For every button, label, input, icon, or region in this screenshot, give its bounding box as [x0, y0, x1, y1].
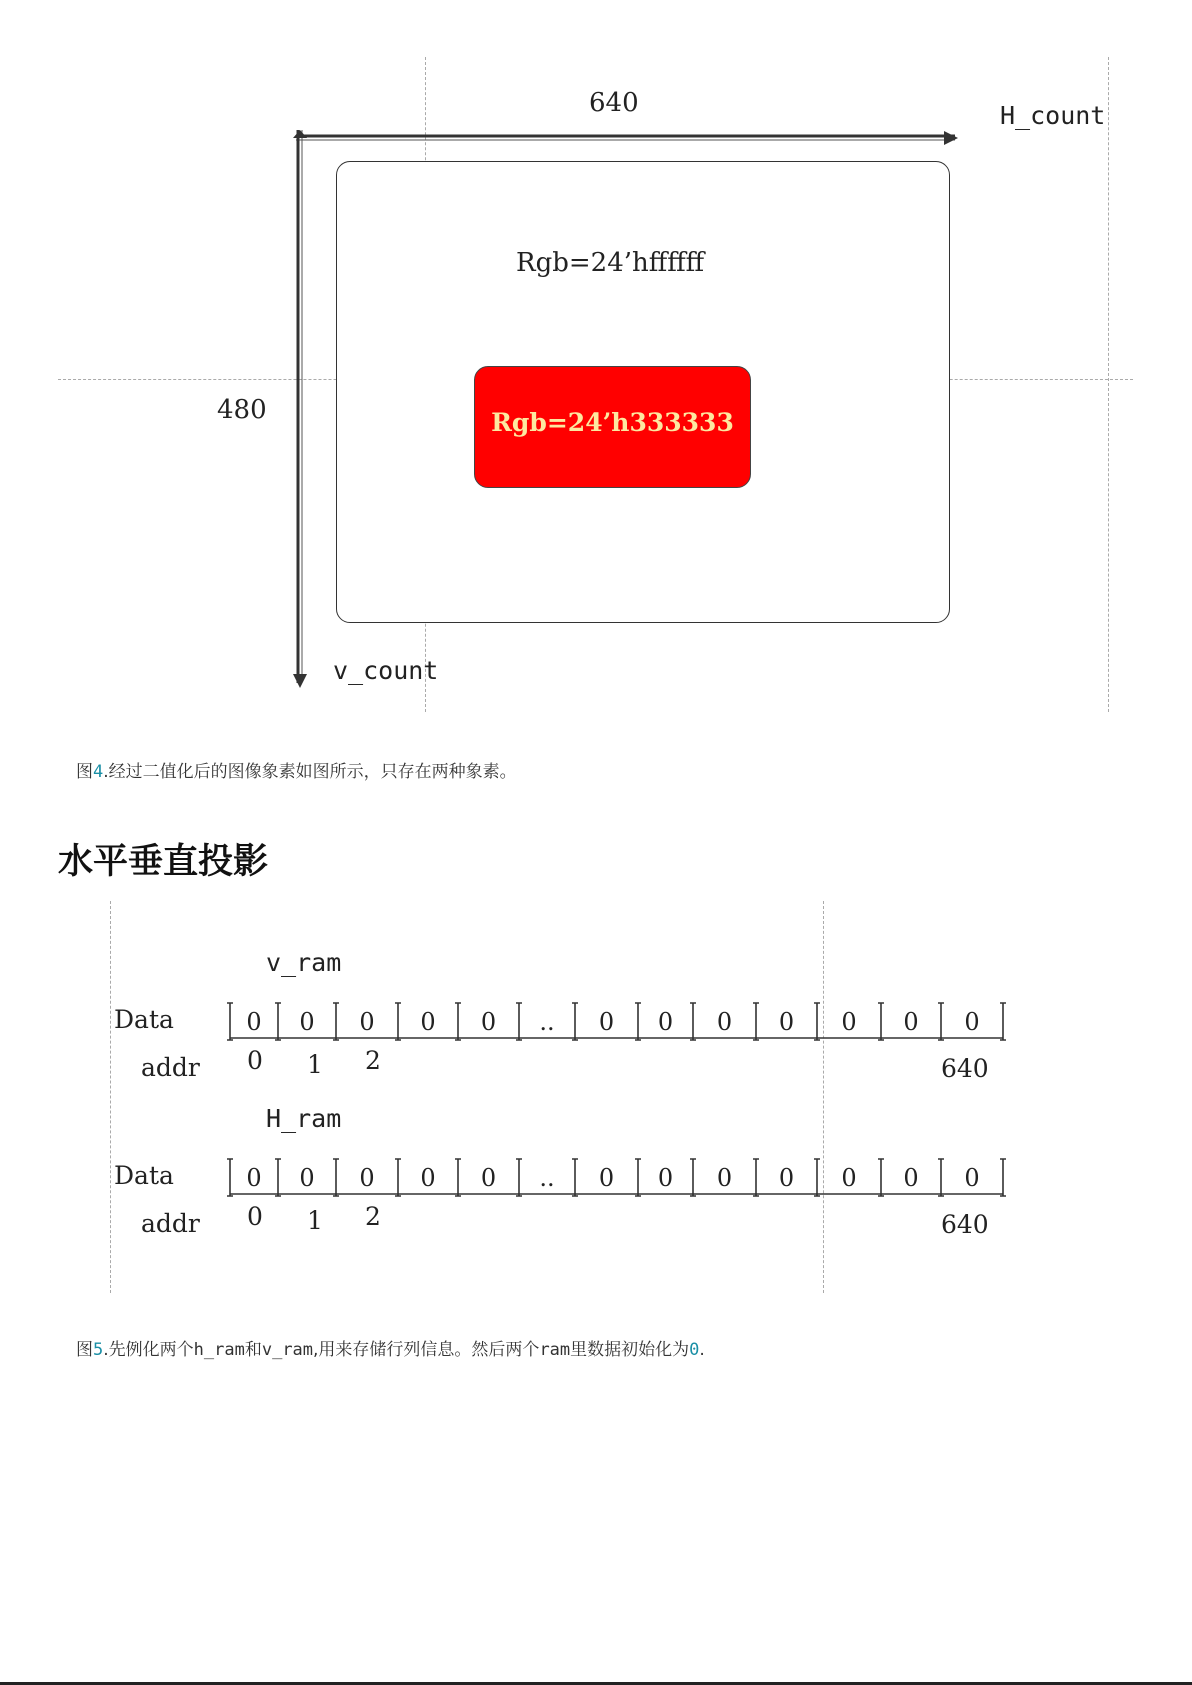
ram-block — [0, 895, 1192, 1083]
end-addr-value: 640 — [941, 1054, 989, 1083]
ram-cell-value: 0 — [246, 1164, 262, 1192]
ram-cells — [230, 1003, 1003, 1039]
data-label: Data — [114, 1005, 174, 1034]
addr-value: 2 — [365, 1202, 381, 1231]
caption-text: 和 — [244, 1340, 262, 1360]
addr-value: 2 — [365, 1046, 381, 1075]
addr-value: 1 — [307, 1206, 323, 1235]
cell-separator — [878, 1003, 884, 1040]
ram-cell-value: 0 — [480, 1008, 497, 1036]
ram-cell-value: 0 — [480, 1164, 497, 1192]
figure-5 — [0, 895, 1192, 1295]
ram-cell-value: 0 — [841, 1164, 857, 1192]
cell-separator — [690, 1159, 696, 1196]
caption-prefix: 图 — [76, 1340, 93, 1360]
addr-label: addr — [141, 1209, 200, 1238]
ram-cell-value: 0 — [420, 1164, 436, 1192]
h-axis-arrow-head — [944, 131, 958, 145]
caption-number: 5 — [93, 1340, 104, 1360]
cell-separator — [753, 1159, 759, 1196]
ram-cell-value: .. — [539, 1164, 555, 1192]
caption-number-zero: 0 — [689, 1340, 700, 1360]
cell-separator — [572, 1003, 578, 1040]
ram-cell-value: 0 — [841, 1008, 857, 1036]
cell-separator — [938, 1159, 944, 1196]
section-heading: 水平垂直投影 — [58, 842, 269, 882]
ram-cell-value: 0 — [598, 1008, 615, 1036]
cell-separator — [455, 1003, 461, 1040]
ram-cell-value: 0 — [716, 1008, 733, 1036]
data-label: Data — [114, 1161, 174, 1190]
caption-text: .经过二值化后的图像象素如图所示，只存在两种象素。 — [103, 762, 517, 782]
ram-block — [0, 1050, 1192, 1239]
cell-separator — [690, 1003, 696, 1040]
ram-cell-value: 0 — [964, 1008, 980, 1036]
background-rgb-label: Rgb=24’hffffff — [516, 248, 705, 278]
caption-code-ram: ram — [539, 1340, 571, 1360]
addr-value: 0 — [247, 1046, 263, 1075]
figure-4-caption — [76, 757, 517, 782]
end-addr-value: 640 — [941, 1210, 989, 1239]
v-count-label: v_count — [333, 656, 439, 685]
ram-cell-value: 0 — [903, 1008, 919, 1036]
v-axis-arrow-head — [293, 674, 307, 688]
ram-cell-value: 0 — [903, 1164, 919, 1192]
addr-label: addr — [141, 1053, 200, 1082]
caption-code-h-ram: h_ram — [193, 1340, 245, 1360]
cell-separator — [395, 1003, 401, 1040]
cell-separator — [753, 1003, 759, 1040]
ram-cells — [230, 1159, 1003, 1195]
ram-cell-value: .. — [539, 1008, 555, 1036]
caption-text: . — [699, 1340, 705, 1360]
ram-name: v_ram — [266, 948, 342, 977]
caption-code-v-ram: v_ram — [261, 1340, 314, 1360]
ram-cell-value: 0 — [657, 1008, 674, 1036]
figure-5-caption — [76, 1335, 705, 1360]
ram-cell-value: 0 — [359, 1164, 375, 1192]
caption-prefix: 图 — [76, 762, 93, 782]
ram-cell-value: 0 — [420, 1008, 436, 1036]
cell-separator — [572, 1159, 578, 1196]
cell-separator — [227, 1159, 233, 1196]
ram-cell-value: 0 — [246, 1008, 262, 1036]
caption-text: ,用来存储行列信息。然后两个 — [313, 1340, 540, 1360]
ram-cell-value: 0 — [299, 1164, 315, 1192]
ram-cell-value: 0 — [716, 1164, 733, 1192]
addr-value: 0 — [247, 1202, 263, 1231]
cell-separator — [878, 1159, 884, 1196]
h-count-label: H_count — [1000, 101, 1106, 130]
cell-separator — [227, 1003, 233, 1040]
ram-cells-drawing — [230, 1003, 1010, 1043]
cell-separator — [814, 1003, 820, 1040]
figure-4 — [0, 0, 1192, 720]
ram-cell-value: 0 — [299, 1008, 315, 1036]
cell-separator — [333, 1159, 339, 1196]
ram-cells-drawing — [230, 1159, 1010, 1199]
cell-separator — [333, 1003, 339, 1040]
cell-separator — [395, 1159, 401, 1196]
object-rgb-label: Rgb=24’h333333 — [491, 408, 734, 437]
cell-separator — [1000, 1159, 1006, 1196]
cell-separator — [516, 1159, 522, 1196]
cell-separator — [1000, 1003, 1006, 1040]
caption-text: 里数据初始化为 — [570, 1340, 690, 1360]
cell-separator — [275, 1159, 281, 1196]
cell-separator — [275, 1003, 281, 1040]
cell-separator — [635, 1003, 641, 1040]
cell-separator — [516, 1003, 522, 1040]
width-label: 640 — [589, 88, 639, 118]
caption-text: .先例化两个 — [103, 1340, 194, 1360]
addr-value: 1 — [307, 1050, 323, 1079]
cell-separator — [455, 1159, 461, 1196]
ram-cell-value: 0 — [778, 1164, 795, 1192]
height-label: 480 — [217, 395, 267, 425]
ram-cell-value: 0 — [778, 1008, 795, 1036]
ram-cell-value: 0 — [657, 1164, 674, 1192]
v-axis-arrow-tail — [293, 130, 307, 138]
cell-separator — [635, 1159, 641, 1196]
ram-cell-value: 0 — [359, 1008, 375, 1036]
ram-cell-value: 0 — [598, 1164, 615, 1192]
cell-separator — [814, 1159, 820, 1196]
ram-cell-value: 0 — [964, 1164, 980, 1192]
cell-separator — [938, 1003, 944, 1040]
ram-name: H_ram — [266, 1104, 342, 1133]
caption-number: 4 — [93, 762, 104, 782]
